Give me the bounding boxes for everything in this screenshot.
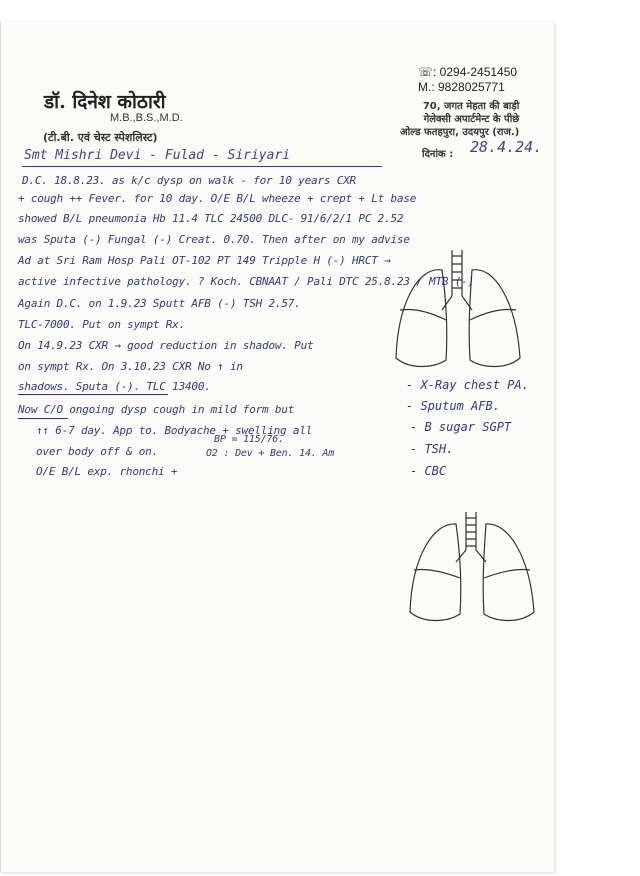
note-line: Again D.C. on 1.9.23 Sputt AFB (-) TSH 2.57. xyxy=(18,297,301,310)
note-line: D.C. 18.8.23. as k/c dysp on walk - for 10 years CXR xyxy=(22,174,356,187)
note-line: shadows. Sputa (-). TLC 13400. xyxy=(18,380,211,393)
now-co-underline xyxy=(18,418,68,419)
note-line: over body off & on. xyxy=(36,445,159,458)
lungs-diagram-lower xyxy=(404,512,540,630)
note-line: on sympt Rx. On 3.10.23 CXR No ↑ in xyxy=(18,360,243,373)
mobile-number: M.: 9828025771 xyxy=(418,80,505,94)
date-label: दिनांक : xyxy=(422,149,454,160)
note-line: TLC-7000. Put on sympt Rx. xyxy=(18,318,185,331)
right-lung-icon xyxy=(469,270,520,367)
trachea-icon xyxy=(452,250,462,296)
note-line: ↑↑ 6-7 day. App to. Bodyache + swelling all xyxy=(36,424,313,437)
contact-block xyxy=(418,65,517,95)
vitals-o2: O2 : Dev + Ben. 14. Am xyxy=(206,448,335,459)
note-line: Ad at Sri Ram Hosp Pali OT-102 PT 149 Tripple H (-) HRCT → xyxy=(18,254,391,267)
lungs-diagram-upper xyxy=(390,248,526,378)
patient-underline xyxy=(22,166,382,167)
doctor-name: डॉ. दिनेश कोठारी xyxy=(44,91,166,113)
plan-item: - CBC xyxy=(410,464,447,478)
plan-item: - Sputum AFB. xyxy=(406,399,500,413)
note-line: + cough ++ Fever. for 10 day. O/E B/L wheeze + crept + Lt base xyxy=(18,192,417,205)
left-lung-icon xyxy=(396,270,447,367)
phone-number: ☏: 0294-2451450 xyxy=(418,65,518,79)
date-value: 28.4.24. xyxy=(470,138,543,156)
left-lung-icon xyxy=(410,524,461,621)
vitals-bp: BP = 115/76. xyxy=(214,434,284,445)
note-line: Now C/O ongoing dysp cough in mild form but xyxy=(18,403,295,416)
address-line: ओल्ड फतहपुरा, उदयपुर (राज.) xyxy=(400,127,520,138)
shadows-underline xyxy=(18,394,168,395)
plan-item: - TSH. xyxy=(410,442,454,456)
note-line: active infective pathology. ? Koch. CBNAAT / Pali DTC 25.8.23 / MTB (-) xyxy=(18,275,475,288)
plan-item: - B sugar SGPT xyxy=(410,420,512,434)
right-lung-icon xyxy=(483,524,534,621)
doctor-specialty: (टी.बी. एवं चेस्ट स्पेशलिस्ट) xyxy=(43,131,158,144)
address-line: गेलेक्सी अपार्टमेन्ट के पीछे xyxy=(423,114,520,125)
note-line: showed B/L pneumonia Hb 11.4 TLC 24500 DLC- 91/6/2/1 PC 2.52 xyxy=(18,212,404,225)
note-line: O/E B/L exp. rhonchi + xyxy=(36,465,178,478)
doctor-degree: M.B.,B.S.,M.D. xyxy=(110,112,183,124)
clinic-address xyxy=(400,100,519,139)
plan-item: - X-Ray chest PA. xyxy=(406,378,529,392)
note-line: On 14.9.23 CXR → good reduction in shadow. Put xyxy=(18,339,314,352)
address-line: 70, जगत मेहता की बाड़ी xyxy=(422,101,520,112)
patient-name-line: Smt Mishri Devi - Fulad - Siriyari xyxy=(24,148,291,163)
note-line: was Sputa (-) Fungal (-) Creat. 0.70. Then after on my advise xyxy=(18,233,410,246)
